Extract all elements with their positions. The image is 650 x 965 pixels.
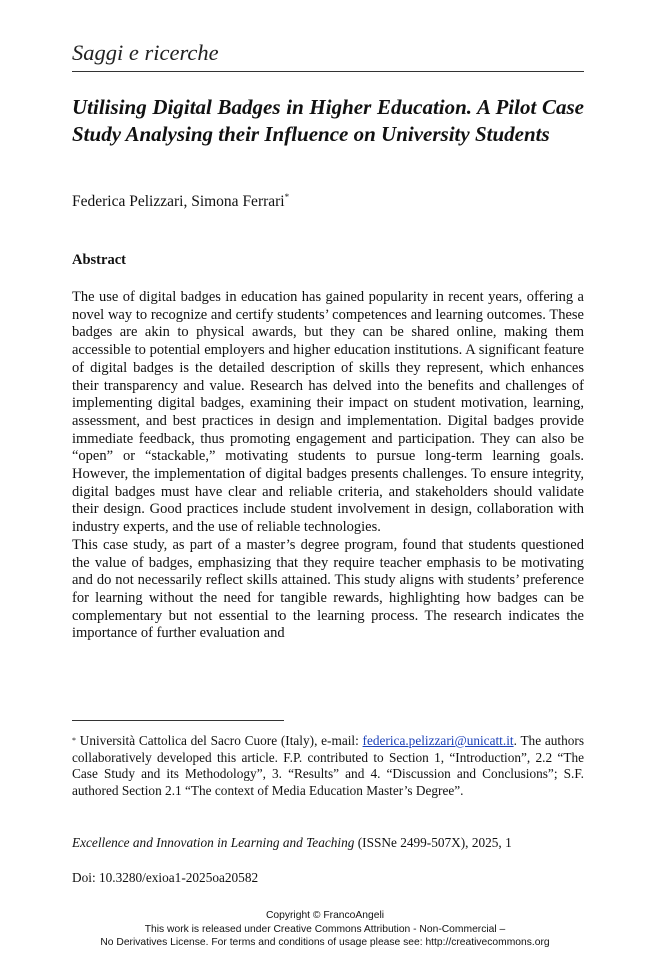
section-label: Saggi e ricerche	[72, 40, 219, 65]
author-email-link[interactable]: federica.pelizzari@unicatt.it	[362, 733, 514, 748]
footnote-contributions: The authors collaboratively developed this article. F.P. contributed to Section 1, “Introduction”, 2.2 “The Case Study and its Methodology”, 3. “Results” and 4. “Discussion and Conclusions”; S.F. authored Section 2.1 “The context of Media Education Master’s Degree”.	[72, 733, 584, 799]
journal-citation	[72, 835, 512, 851]
abstract-paragraph: The use of digital badges in education has gained popularity in recent years, offering a novel way to recognize and certify students’ competences and learning outcomes. These badges are akin to physical awards, but they can be shared online, making them accessible to potential employers and higher education institutions. A significant feature of digital badges is the detailed description of skills they represent, which enhances their transparency and value. Research has delved into the benefits and challenges of implementing digital badges, examining their impact on student motivation, learning, assessment, and best practices in design and implementation. Digital badges provide immediate feedback, thus promoting engagement and participation. They can also be “open” or “stackable,” motivating students to pursue long-term learning goals. However, the implementation of digital badges presents challenges. To ensure integrity, digital badges must have clear and reliable criteria, and stakeholders should validate their design. Good practices include student involvement in design, collaboration with industry experts, and the use of reliable technologies.	[72, 289, 584, 536]
copyright-line: Copyright © FrancoAngeli	[265, 910, 385, 921]
doi-line: Doi: 10.3280/exioa1-2025oa20582	[72, 870, 259, 885]
abstract-heading: Abstract	[72, 252, 126, 268]
author-names: Federica Pelizzari, Simona Ferrari	[72, 193, 285, 210]
section-divider	[72, 71, 584, 72]
footnote-divider	[72, 720, 284, 721]
license-line: This work is released under Creative Commons Attribution - Non-Commercial –	[144, 923, 506, 935]
author-list	[72, 193, 289, 211]
abstract-paragraph: This case study, as part of a master’s degree program, found that students questioned the value of badges, emphasizing that they require teacher emphasis to be motivating and do not necessarily reflect skills attained. This study aligns with students’ preference for learning without the need for tangible rewards, highlighting how badges can be complementary but not essential to the learning process. The research indicates the importance of further evaluation and	[72, 536, 584, 642]
author-footnote-marker[interactable]: *	[284, 192, 290, 202]
footnote-period: .	[513, 733, 517, 748]
article-title: Utilising Digital Badges in Higher Education. A Pilot Case Study Analysing their Influence on University Students	[72, 95, 584, 146]
abstract-body	[72, 289, 584, 643]
license-notice	[0, 909, 650, 950]
author-footnote	[72, 733, 584, 800]
footnote-marker: *	[72, 736, 76, 745]
journal-details: (ISSNe 2499-507X), 2025, 1	[354, 835, 512, 850]
footnote-affiliation: Università Cattolica del Sacro Cuore (Italy), e-mail:	[76, 733, 363, 748]
journal-name: Excellence and Innovation in Learning and Teaching	[72, 835, 355, 850]
license-terms-line: No Derivatives License. For terms and conditions of usage please see: http://creativecommons.org	[100, 937, 550, 948]
